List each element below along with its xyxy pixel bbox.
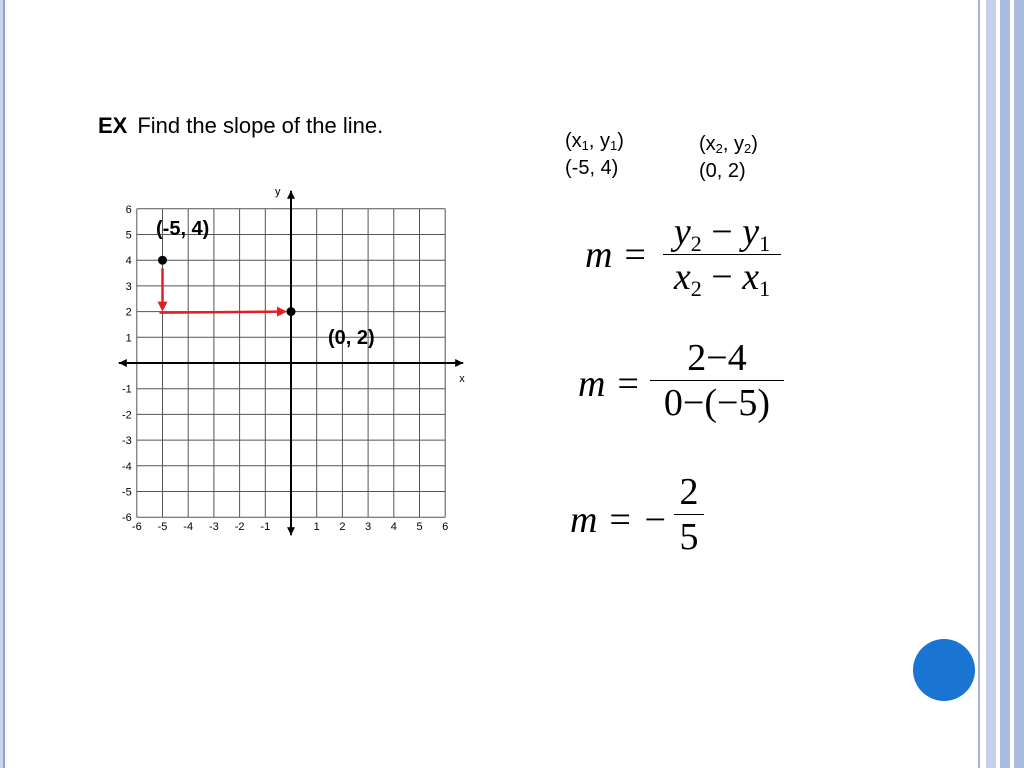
x-tick-label: -5 bbox=[157, 521, 168, 534]
y-tick-label: 1 bbox=[125, 332, 132, 345]
formula-denominator: $x_2 - x_1$ bbox=[673, 256, 771, 301]
y-tick-label: 5 bbox=[125, 229, 132, 242]
formula-numerator: $y_2 - y_1$ bbox=[673, 211, 771, 256]
x-tick-label: 4 bbox=[390, 521, 397, 534]
x-tick-label: 3 bbox=[365, 521, 372, 534]
x-axis-arrow-right bbox=[455, 359, 463, 367]
y-tick-label: 3 bbox=[125, 280, 132, 293]
y-axis-arrow-down bbox=[287, 527, 295, 535]
x-axis-arrow-left bbox=[119, 359, 127, 367]
slide-frame-right bbox=[976, 0, 1024, 768]
point-one-header: ($x_1$, $y_1$) bbox=[565, 130, 624, 153]
rise-arrow-head bbox=[158, 302, 168, 312]
slide-frame-left bbox=[0, 0, 8, 768]
point-two-value: (0, 2) bbox=[699, 160, 746, 182]
example-prompt: Find the slope of the line. bbox=[137, 113, 384, 138]
slope-substitution bbox=[578, 336, 793, 436]
result-lhs: m = − bbox=[570, 499, 668, 541]
x-tick-label: -3 bbox=[209, 521, 219, 534]
point-a-label: (-5, 4) bbox=[156, 218, 210, 240]
point-two-header: ($x_2$, $y_2$) bbox=[699, 133, 758, 156]
point-one-block bbox=[565, 128, 624, 182]
x-tick-label: -4 bbox=[183, 521, 194, 534]
slide-nav-dot[interactable] bbox=[913, 639, 975, 701]
y-tick-label: -5 bbox=[122, 486, 132, 499]
y-tick-label: -2 bbox=[122, 409, 132, 422]
y-tick-label: 2 bbox=[125, 306, 132, 319]
y-tick-label: 6 bbox=[125, 203, 132, 216]
formula-lhs: m = bbox=[585, 234, 648, 276]
result-fraction bbox=[674, 470, 704, 559]
formula-fraction bbox=[663, 210, 781, 299]
point-a-dot bbox=[158, 256, 167, 265]
x-tick-label: 6 bbox=[442, 521, 449, 534]
x-axis-label: x bbox=[459, 373, 465, 385]
substitution-denominator: 0−(−5) bbox=[663, 382, 771, 424]
x-tick-label: -2 bbox=[234, 521, 245, 534]
x-tick-label: -6 bbox=[131, 521, 142, 534]
point-b-label: (0, 2) bbox=[328, 327, 375, 349]
result-denominator: 5 bbox=[679, 516, 699, 558]
substitution-fraction bbox=[650, 336, 784, 425]
substitution-numerator: 2−4 bbox=[687, 337, 747, 379]
result-numerator: 2 bbox=[679, 471, 699, 513]
slope-result bbox=[570, 470, 730, 570]
x-tick-label: 1 bbox=[313, 521, 320, 534]
y-axis-label: y bbox=[275, 185, 281, 198]
point-two-block bbox=[699, 131, 758, 185]
x-tick-label: 5 bbox=[416, 521, 423, 534]
y-tick-label: -4 bbox=[122, 460, 132, 473]
example-tag: EX bbox=[98, 113, 128, 138]
run-arrow bbox=[160, 312, 282, 313]
run-arrow-head bbox=[277, 307, 287, 317]
substitution-lhs: m = bbox=[578, 363, 641, 405]
example-heading bbox=[98, 113, 383, 139]
x-tick-label: -1 bbox=[260, 521, 271, 534]
x-tick-label: 2 bbox=[339, 521, 346, 534]
point-b-dot bbox=[287, 307, 296, 316]
y-tick-label: 4 bbox=[125, 255, 132, 268]
y-tick-label: -3 bbox=[122, 435, 132, 448]
y-tick-label: -6 bbox=[122, 512, 132, 525]
point-one-value: (-5, 4) bbox=[565, 157, 619, 179]
y-tick-label: -1 bbox=[122, 383, 132, 396]
slope-formula bbox=[585, 210, 795, 310]
y-axis-arrow-up bbox=[287, 191, 295, 199]
